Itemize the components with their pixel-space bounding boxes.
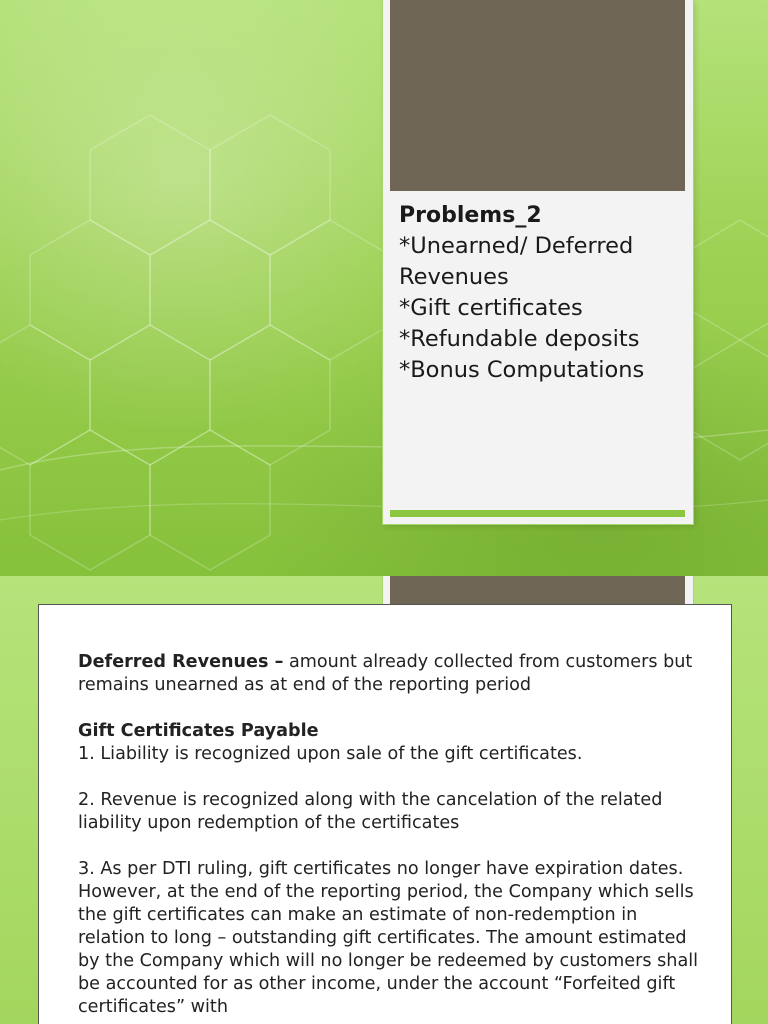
content-slide <box>0 576 768 1024</box>
deferred-term: Deferred Revenues – <box>78 652 284 672</box>
point-2: 2. Revenue is recognized along with the cancelation of the related liability upon redemption of the certificates <box>78 790 663 833</box>
deferred-definition: amount already collected from customers but remains unearned as at end of the reporting period <box>78 652 693 695</box>
content-body <box>78 651 698 1019</box>
point-3: 3. As per DTI ruling, gift certificates no longer have expiration dates. However, at the end of the reporting period, the Company which sells the gift certificates can make an estimate of non-redemption in relation to long – outstanding gift certificates. The amount estimated by the Company which will no longer be redeemed by customers shall be accounted for as other income, under the account “Forfeited gift certificates” with <box>78 859 698 1017</box>
accent-bar <box>390 510 685 517</box>
title-text <box>399 200 687 386</box>
content-box <box>38 604 732 1024</box>
topic-line: *Unearned/ Deferred <box>399 233 634 259</box>
point-1: 1. Liability is recognized upon sale of the gift certificates. <box>78 744 583 764</box>
slide-heading: Problems_2 <box>399 203 542 228</box>
gift-certificates-heading: Gift Certificates Payable <box>78 721 319 741</box>
deferred-revenues-paragraph <box>78 651 698 697</box>
topic-line: *Gift certificates <box>399 295 583 321</box>
image-placeholder <box>390 0 685 191</box>
topic-line: *Refundable deposits <box>399 326 640 352</box>
title-card <box>383 0 693 524</box>
topic-line: Revenues <box>399 264 509 290</box>
topic-line: *Bonus Computations <box>399 357 645 383</box>
